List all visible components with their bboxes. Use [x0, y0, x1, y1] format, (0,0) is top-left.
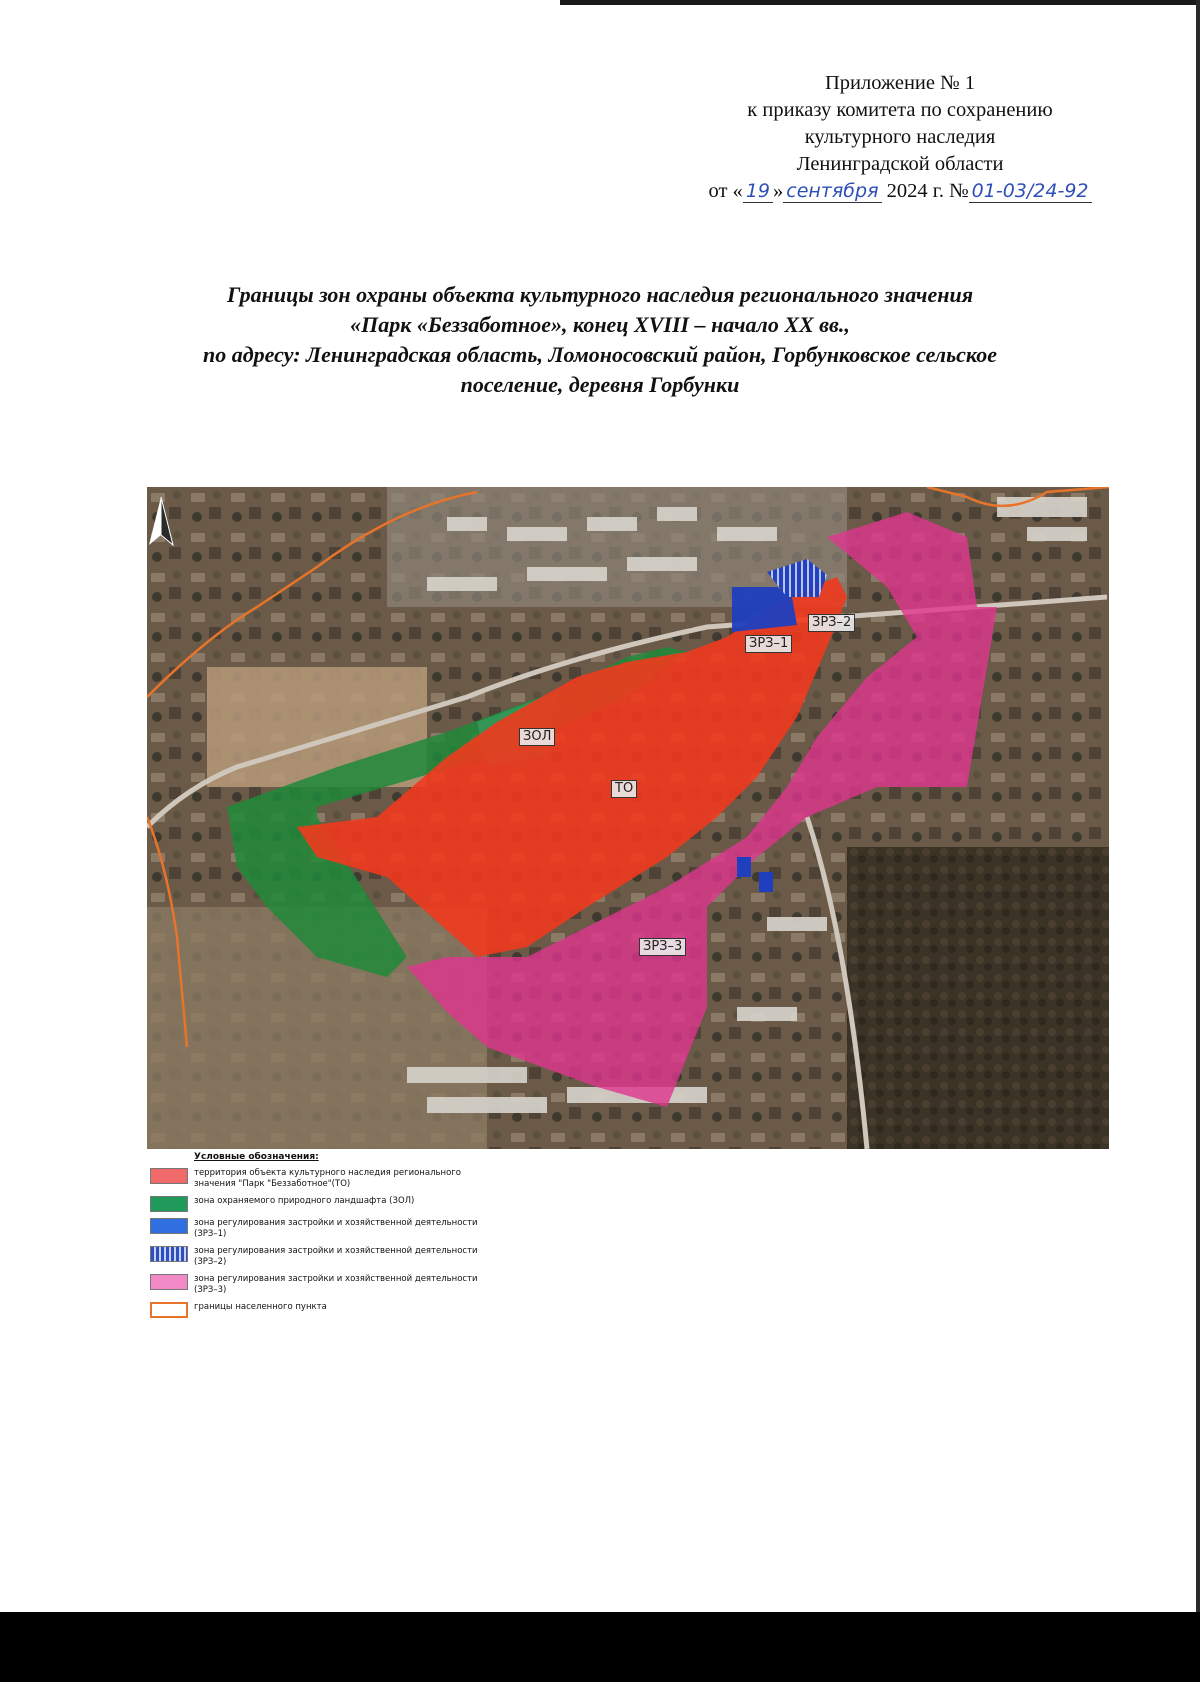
legend-swatch-zrz-1: [150, 1218, 188, 1234]
map-label-zrz-2: ЗРЗ–2: [808, 614, 855, 632]
document-title: [120, 280, 1080, 400]
legend-swatch-zrz-3: [150, 1274, 188, 1290]
forest-area: [847, 847, 1109, 1149]
legend-item-to: [150, 1168, 570, 1190]
doc-number: 01-03/24-92: [969, 180, 1092, 203]
map-label-to: ТО: [611, 780, 637, 798]
map-label-zrz-1: ЗРЗ–1: [745, 635, 792, 653]
map-legend: [150, 1152, 570, 1318]
scan-edge-bottom: [0, 1612, 1200, 1682]
legend-text-zrz-1: зона регулирования застройки и хозяйственной деятельности (ЗРЗ–1): [194, 1218, 478, 1239]
scan-edge-top: [560, 0, 1200, 5]
title-line-3: по адресу: Ленинградская область, Ломоносовский район, Горбунковское сельское: [203, 342, 997, 367]
appendix-line-4: Ленинградской области: [796, 153, 1004, 175]
date-prefix: от «: [708, 180, 743, 202]
legend-text-zrz-2: зона регулирования застройки и хозяйственной деятельности (ЗРЗ–2): [194, 1246, 478, 1267]
legend-text-zrz-3: зона регулирования застройки и хозяйственной деятельности (ЗРЗ–3): [194, 1274, 478, 1295]
appendix-line-3: культурного наследия: [804, 126, 996, 148]
map-canvas: [147, 487, 1109, 1149]
map-label-zrz-3: ЗРЗ–3: [639, 938, 686, 956]
legend-item-zrz-1: [150, 1218, 570, 1240]
legend-text-to: территория объекта культурного наследия регионального значения "Парк "Беззаботное"(ТО): [194, 1168, 461, 1189]
zrz-2-patch: [737, 857, 751, 877]
legend-item-zrz-3: [150, 1274, 570, 1296]
date-year: 2024 г. №: [886, 180, 969, 202]
date-mid: »: [773, 180, 784, 202]
map-label-zol: ЗОЛ: [519, 728, 555, 746]
legend-text-settlement: границы населенного пункта: [194, 1302, 327, 1312]
appendix-line-1: Приложение № 1: [824, 72, 976, 94]
date-day: 19: [743, 180, 773, 203]
legend-text-zol: зона охраняемого природного ландшафта (ЗОЛ): [194, 1196, 415, 1206]
legend-swatch-zol: [150, 1196, 188, 1212]
title-line-1: Границы зон охраны объекта культурного наследия регионального значения: [226, 282, 974, 307]
legend-swatch-to: [150, 1168, 188, 1184]
appendix-line-2: к приказу комитета по сохранению: [747, 99, 1053, 121]
legend-title: Условные обозначения:: [194, 1152, 319, 1162]
legend-swatch-zrz-2: [150, 1246, 188, 1262]
title-line-4: поселение, деревня Горбунки: [460, 372, 740, 397]
legend-swatch-settlement: [150, 1302, 188, 1318]
title-line-2: «Парк «Беззаботное», конец XVIII – начало XX вв.,: [350, 312, 850, 337]
zrz-2-patch: [759, 872, 773, 892]
legend-item-zrz-2: [150, 1246, 570, 1268]
zone-map: [147, 487, 1109, 1149]
legend-item-zol: [150, 1196, 570, 1212]
date-month: сентября: [783, 180, 881, 203]
legend-item-settlement: [150, 1302, 570, 1318]
appendix-date-line: [660, 178, 1140, 205]
appendix-header: [660, 70, 1140, 205]
scan-edge-right: [1196, 0, 1200, 1682]
